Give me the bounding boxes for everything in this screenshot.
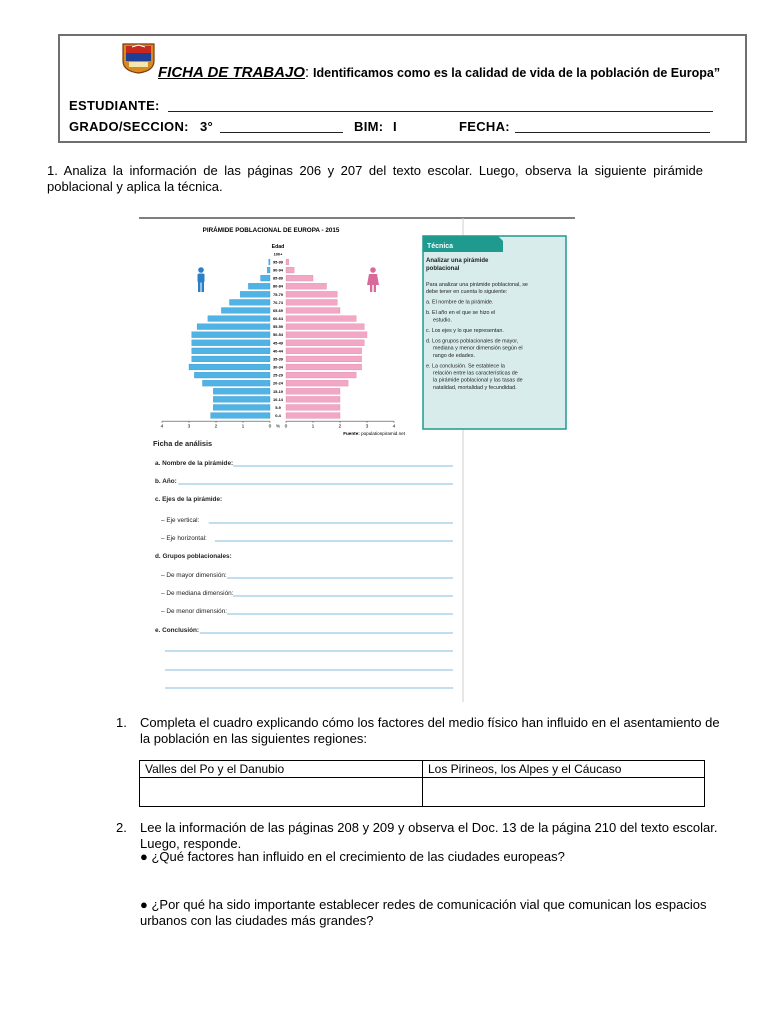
ficha-row-d: d. Grupos poblacionales: [155, 553, 232, 560]
female-bar [286, 348, 362, 354]
grado-label: GRADO/SECCION: [69, 119, 189, 134]
female-bar [286, 259, 289, 265]
x-tick-label: 2 [214, 424, 218, 430]
age-tick-label: 85-89 [273, 275, 283, 281]
source-value: populationpiramid.net [361, 431, 405, 436]
x-tick-label: 1 [311, 424, 315, 430]
question-2 [116, 715, 720, 749]
question-2-number: 1. [116, 715, 127, 730]
age-tick-label: 75-79 [273, 291, 283, 297]
ficha-row-c1: – Eje vertical: [161, 517, 200, 524]
age-tick-label: 5-9 [275, 404, 281, 410]
ficha-analisis [153, 439, 453, 688]
ficha-row-d3: – De menor dimensión: [161, 608, 228, 615]
male-bar [261, 275, 270, 281]
tecnica-tab-label: Técnica [427, 243, 454, 250]
question-1: 1. Analiza la información de las páginas 206 y 207 del texto escolar. Luego, observa la siguiente pirámide poblacional y aplica la técnica. [47, 163, 703, 194]
col-header-2: Los Pirineos, los Alpes y el Cáucaso [423, 761, 705, 778]
male-bar [213, 396, 270, 402]
female-bar [286, 364, 362, 370]
male-bar [240, 291, 270, 297]
tecnica-heading-line2: poblacional [426, 266, 460, 272]
male-bar [208, 316, 270, 322]
title-colon: : [304, 65, 309, 81]
female-bar [286, 372, 356, 378]
fecha-label: FECHA: [459, 119, 510, 134]
source-line [343, 431, 406, 436]
pyramid-title: PIRÁMIDE POBLACIONAL DE EUROPA - 2015 [202, 227, 340, 234]
question-3-text: Lee la información de las páginas 208 y 209 y observa el Doc. 13 de la página 210 del texto escolar. Luego, responde. [140, 820, 718, 851]
tecnica-heading-line1: Analizar una pirámide [426, 258, 489, 264]
ficha-row-c2: – Eje horizontal: [161, 535, 207, 542]
female-icon [367, 267, 379, 292]
bullet-2: ● ¿Por qué ha sido importante establecer redes de comunicación vial que comunican los espacios urbanos con las ciudades más grandes? [140, 897, 707, 928]
grado-value: 3° [200, 119, 214, 134]
male-bar [269, 259, 270, 265]
age-tick-label: 0-4 [275, 413, 281, 418]
age-tick-label: 40-44 [273, 348, 283, 354]
female-bar [286, 413, 340, 419]
ficha-row-d2: – De mediana dimensión: [161, 590, 234, 597]
female-bar [286, 275, 313, 281]
ficha-row-b: b. Año: [155, 478, 177, 485]
x-tick-label: 4 [160, 424, 164, 430]
estudiante-field[interactable] [168, 111, 713, 112]
age-tick-label: 80-84 [273, 283, 283, 289]
male-bar [192, 356, 270, 362]
fecha-field[interactable] [515, 132, 710, 133]
female-bar [286, 308, 340, 314]
x-unit-label: % [275, 424, 281, 430]
regions-table [139, 760, 705, 807]
male-bar [211, 413, 270, 419]
table-row [140, 778, 705, 807]
bim-label: BIM: [354, 119, 384, 134]
school-logo [120, 41, 157, 74]
col-header-1: Valles del Po y el Danubio [140, 761, 423, 778]
bullet-1: ● ¿Qué factores han influido en el crecimiento de las ciudades europeas? [140, 849, 565, 864]
age-tick-label: 55-59 [273, 324, 283, 330]
male-bar [230, 299, 271, 305]
age-tick-label: 20-24 [273, 380, 283, 386]
age-tick-label: 10-14 [273, 396, 283, 402]
age-tick-label: 100+ [273, 251, 283, 257]
age-tick-label: 25-29 [273, 372, 283, 378]
age-tick-label: 65-69 [273, 307, 283, 313]
ficha-label: FICHA DE TRABAJO [158, 64, 305, 81]
male-bar [213, 388, 270, 394]
ficha-title: Ficha de análisis [153, 439, 213, 448]
age-tick-label: 30-34 [273, 364, 283, 370]
age-tick-label: 45-49 [273, 340, 283, 346]
age-tick-label: 35-39 [273, 356, 283, 362]
female-bar [286, 291, 337, 297]
female-bar [286, 332, 367, 338]
male-bar [197, 324, 270, 330]
male-bar [267, 267, 270, 273]
female-bar [286, 283, 327, 289]
tecnica-item: b. El año en el que se hizo el estudio. [426, 310, 496, 324]
tecnica-item: a. El nombre de la pirámide. [426, 299, 494, 306]
female-bar [286, 380, 348, 386]
question-3-number: 2. [116, 820, 127, 835]
ficha-row-d1: – De mayor dimensión: [161, 572, 227, 579]
male-bar [221, 308, 270, 314]
female-bar [286, 356, 362, 362]
age-tick-label: 15-19 [273, 388, 283, 394]
ficha-row-c: c. Ejes de la pirámide: [155, 496, 223, 503]
age-tick-label: 95-99 [273, 259, 283, 265]
tecnica-item: d. Los grupos poblacionales de mayor, mediana y menor dimensión según el rango de edades. [426, 338, 523, 359]
female-bar [286, 267, 294, 273]
x-tick-label: 0 [284, 424, 288, 430]
female-bar [286, 388, 340, 394]
x-tick-label: 1 [241, 424, 245, 430]
page-title [158, 64, 720, 81]
answer-cell-2[interactable] [423, 778, 705, 807]
age-tick-label: 50-54 [273, 332, 283, 338]
answer-cell-1[interactable] [140, 778, 423, 807]
female-bar [286, 316, 356, 322]
x-tick-label: 2 [338, 424, 342, 430]
female-bar [286, 324, 364, 330]
male-bar [189, 364, 270, 370]
male-icon [198, 267, 205, 292]
male-bar [203, 380, 271, 386]
x-tick-label: 0 [268, 424, 272, 430]
question-2-text: Completa el cuadro explicando cómo los factores del medio físico han influido en el asentamiento de la población en las siguientes regiones: [140, 715, 720, 746]
grado-field[interactable] [220, 132, 343, 133]
estudiante-label: ESTUDIANTE: [69, 98, 160, 113]
tecnica-item: c. Los ejes y lo que representan. [426, 327, 504, 334]
textbook-page [137, 214, 577, 702]
female-bar [286, 299, 337, 305]
header-box [58, 34, 747, 143]
male-bar [194, 372, 270, 378]
male-bar [192, 348, 270, 354]
tecnica-item: e. La conclusión. Se establece la relación entre las características de la pirámide poblacional y las tasas de natalidad, mortalidad y fecundidad. [426, 363, 523, 391]
ficha-row-e: e. Conclusión: [155, 627, 200, 634]
age-tick-label: 70-74 [273, 299, 283, 305]
table-header-row [140, 761, 705, 778]
male-bar [192, 332, 270, 338]
x-tick-label: 4 [392, 424, 396, 430]
female-bar [286, 396, 340, 402]
x-tick-label: 3 [365, 424, 369, 430]
female-bar [286, 340, 364, 346]
ficha-row-a: a. Nombre de la pirámide: [155, 460, 234, 467]
pyramid-chart [161, 251, 396, 429]
female-bar [286, 405, 340, 411]
male-bar [192, 340, 270, 346]
male-bar [248, 283, 270, 289]
title-subtitle: Identificamos como es la calidad de vida de la población de Europa” [313, 66, 721, 80]
tecnica-intro: Para analizar una pirámide poblacional, se debe tener en cuenta lo siguiente: [426, 282, 528, 296]
age-tick-label: 90-94 [273, 267, 283, 273]
x-tick-label: 3 [187, 424, 191, 430]
male-bar [213, 405, 270, 411]
bim-value: I [393, 119, 397, 134]
y-axis-label: Edad [271, 244, 285, 250]
age-tick-label: 60-64 [273, 316, 283, 322]
source-label: Fuente: [343, 431, 360, 436]
